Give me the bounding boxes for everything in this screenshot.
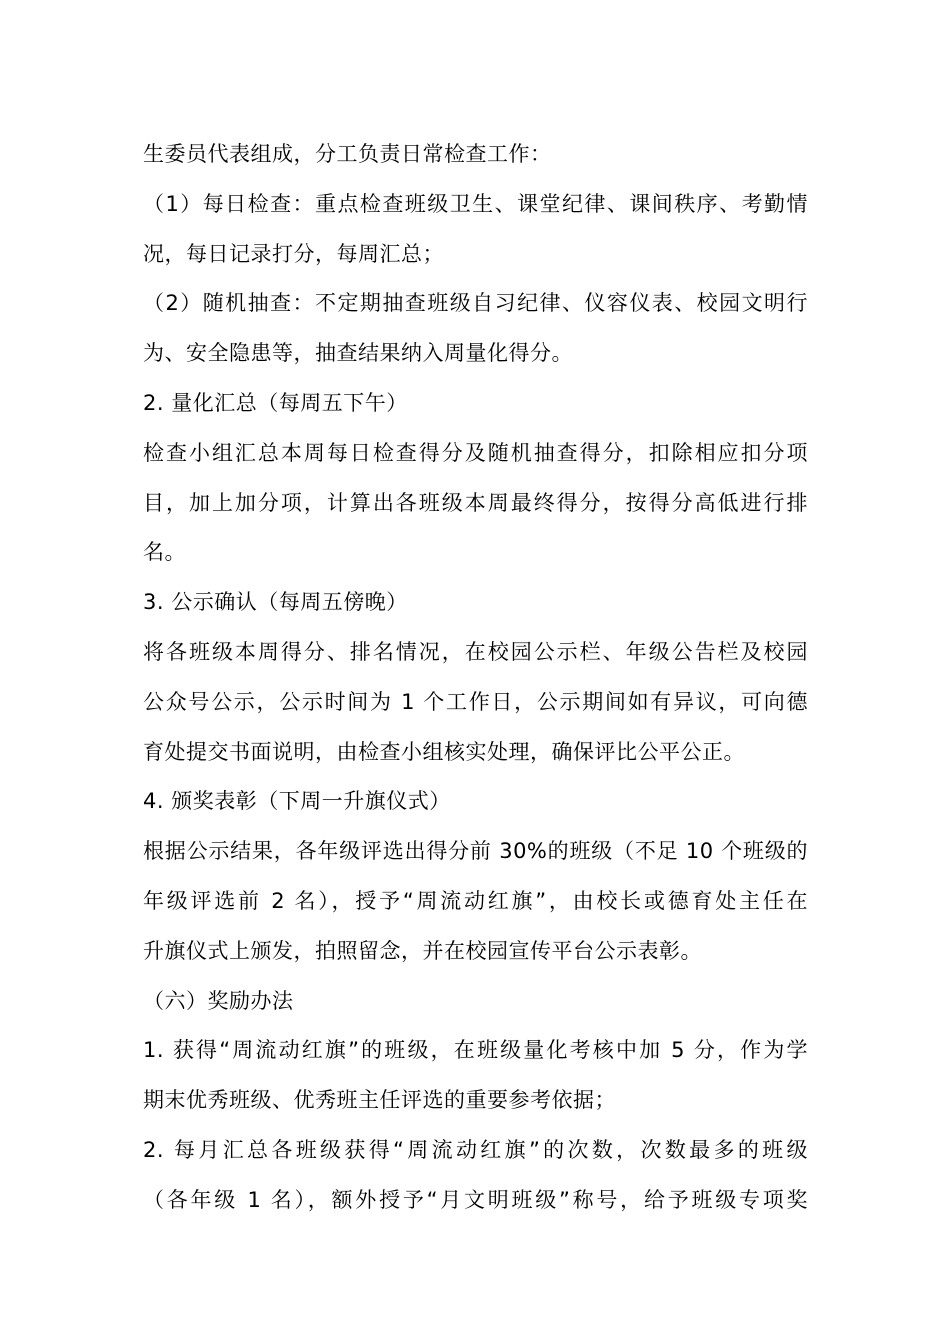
text-line: 为、安全隐患等，抽查结果纳入周量化得分。 — [143, 341, 573, 366]
text-line: 根据公示结果，各年级评选出得分前 30%的班级（不足 10 个班级的 — [143, 839, 808, 864]
text-line: （2）随机抽查：不定期抽查班级自习纪律、仪容仪表、校园文明行 — [143, 291, 808, 316]
text-line: 期末优秀班级、优秀班主任评选的重要参考依据； — [143, 1088, 616, 1113]
text-line: 将各班级本周得分、排名情况，在校园公示栏、年级公告栏及校园 — [143, 639, 808, 664]
text-line: 名。 — [143, 540, 186, 565]
text-line: （各年级 1 名），额外授予“月文明班级”称号，给予班级专项奖 — [143, 1187, 808, 1212]
text-line: 年级评选前 2 名），授予“周流动红旗”，由校长或德育处主任在 — [143, 888, 808, 913]
text-line: 生委员代表组成，分工负责日常检查工作： — [143, 142, 552, 166]
text-line: （六）奖励办法 — [143, 988, 294, 1013]
text-line: 4. 颁奖表彰（下周一升旗仪式） — [143, 789, 451, 814]
text-line: 2. 每月汇总各班级获得“周流动红旗”的次数，次数最多的班级 — [143, 1137, 808, 1162]
text-line: 公众号公示，公示时间为 1 个工作日，公示期间如有异议，可向德 — [143, 689, 808, 714]
text-line: 1. 获得“周流动红旗”的班级，在班级量化考核中加 5 分，作为学 — [143, 1038, 808, 1063]
text-line: 况，每日记录打分，每周汇总； — [143, 241, 444, 266]
text-line: 2. 量化汇总（每周五下午） — [143, 390, 408, 415]
text-line: 目，加上加分项，计算出各班级本周最终得分，按得分高低进行排 — [143, 490, 808, 515]
text-line: 育处提交书面说明，由检查小组核实处理，确保评比公平公正。 — [143, 739, 745, 764]
text-line: （1）每日检查：重点检查班级卫生、课堂纪律、课间秩序、考勤情 — [143, 191, 808, 216]
text-line: 升旗仪式上颁发，拍照留念，并在校园宣传平台公示表彰。 — [143, 938, 702, 963]
text-line: 3. 公示确认（每周五傍晚） — [143, 590, 408, 615]
document-body — [143, 130, 808, 1226]
text-line: 检查小组汇总本周每日检查得分及随机抽查得分，扣除相应扣分项 — [143, 440, 808, 465]
